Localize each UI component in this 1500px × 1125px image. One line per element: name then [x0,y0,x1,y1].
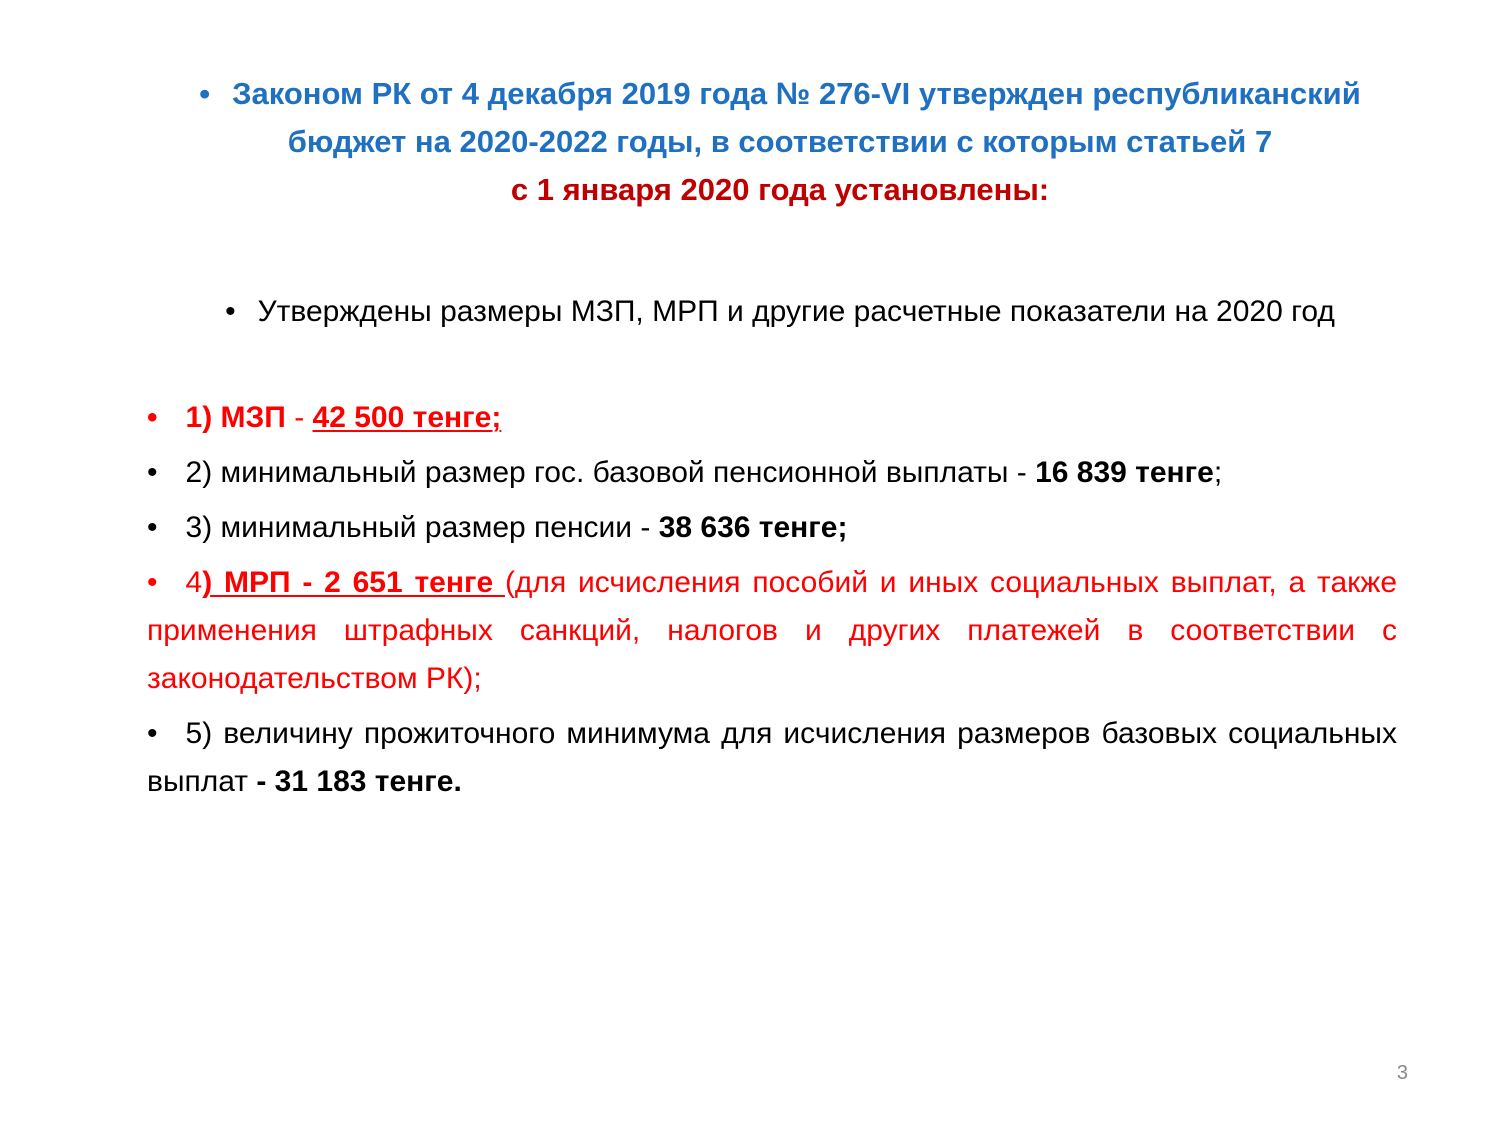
item-value: 16 839 тенге [1035,456,1214,489]
item-label: 2) минимальный размер гос. базовой пенсионной выплаты - [185,456,1036,489]
intro-paragraph [150,288,1410,336]
list-item-mzp [147,394,1397,442]
item-value: 42 500 тенге; [312,401,502,434]
bullet-icon: • [147,717,158,750]
bullet-icon: • [147,456,158,489]
intro-text: Утверждены размеры МЗП, МРП и другие расчетные показатели на 2020 год [257,295,1335,328]
item-label: 1) МЗП [185,401,295,434]
item-value: - 31 183 тенге. [256,765,462,798]
bullet-icon: • [225,295,236,328]
list-item-min-pension [147,504,1397,552]
title-text: Законом РК от 4 декабря 2019 года № 276-VI утвержден республиканский бюджет на 2020-2022 годы, в соответствии с которым статьей 7 [232,76,1361,159]
item-label: 4 [185,566,203,599]
list-item-base-pension [147,449,1397,497]
item-value: 38 636 тенге; [658,511,848,544]
page-number: 3 [1396,1062,1408,1084]
bullet-icon: • [199,76,211,111]
list-item-subsistence-minimum [147,710,1397,806]
bullet-icon: • [147,566,158,599]
bullet-icon: • [147,511,158,544]
item-suffix: (для исчисления пособий и иных социальных выплат, а также применения штрафных санкций, налогов и других платежей в соответствии с законодательством РК); [147,566,1397,695]
title-line-red: с 1 января 2020 года установлены: [510,172,1050,207]
indicator-list [147,394,1397,813]
slide-title [150,70,1410,214]
list-item-mrp [147,559,1397,703]
item-suffix: ; [1213,456,1223,489]
bullet-icon: • [147,401,158,434]
item-label: 5) величину прожиточного минимума для исчисления размеров базовых социальных выплат [147,717,1397,798]
item-dash: - [294,401,313,434]
item-value: ) МРП - 2 651 тенге [202,566,505,599]
item-label: 3) минимальный размер пенсии - [185,511,659,544]
title-line-blue [150,70,1410,166]
